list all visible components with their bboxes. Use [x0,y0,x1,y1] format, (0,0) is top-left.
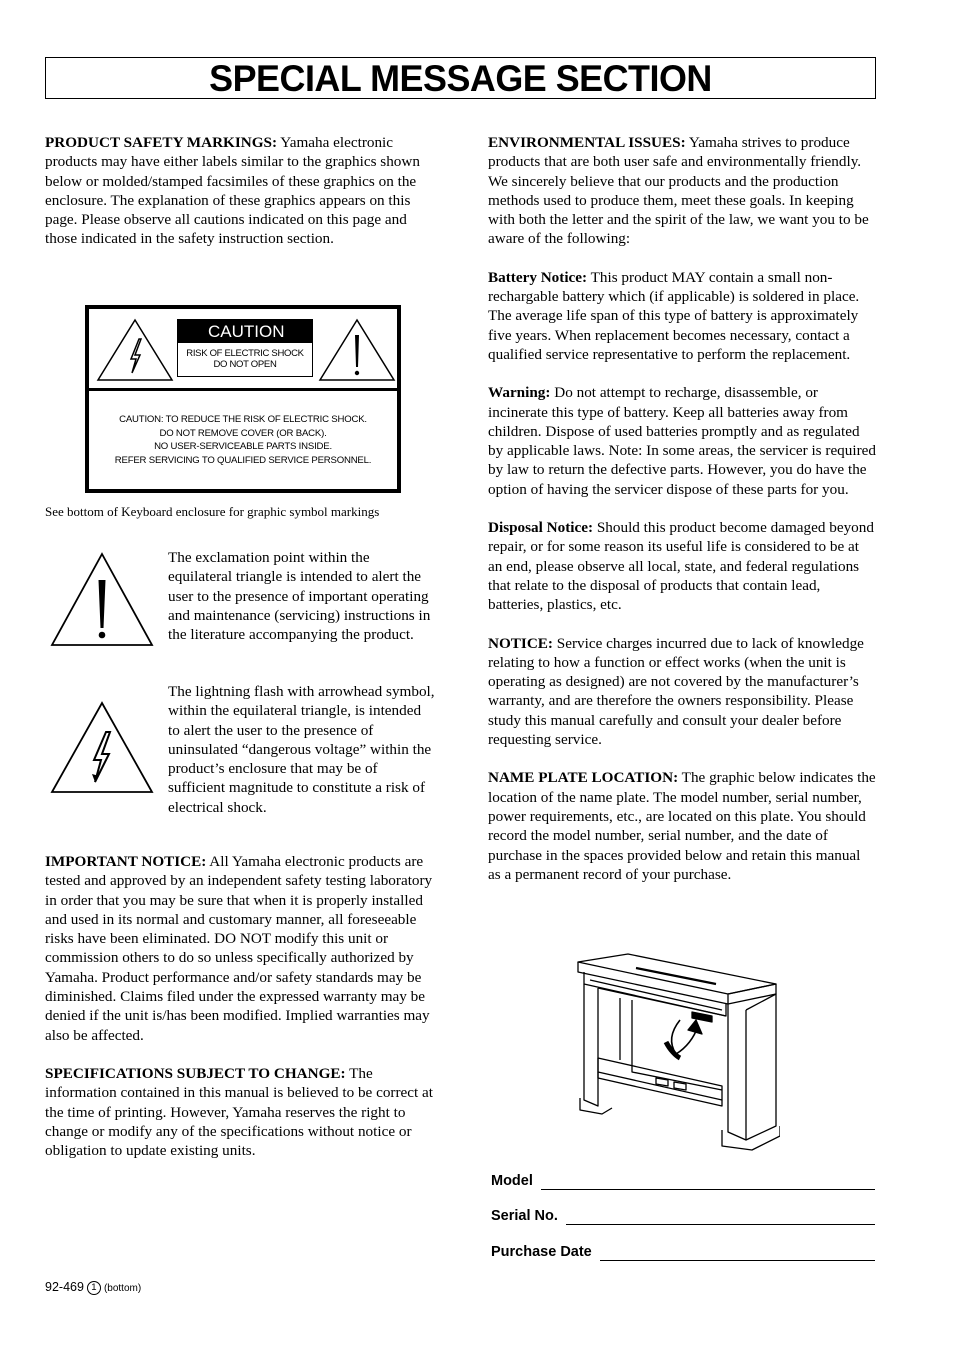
exclamation-explanation [45,548,433,668]
product-safety-heading: PRODUCT SAFETY MARKINGS: [45,134,278,151]
caution-line1: CAUTION: TO REDUCE THE RISK OF ELECTRIC SHOCK. [119,414,367,425]
left-column [45,133,433,268]
warning-heading: Warning: [488,384,551,402]
name-plate-heading: NAME PLATE LOCATION: [488,769,679,787]
right-column [488,133,876,903]
footer-note: (bottom) [103,1283,142,1294]
caution-line3: NO USER-SERVICEABLE PARTS INSIDE. [154,441,332,453]
caution-word: CAUTION [178,320,312,343]
disposal-paragraph [488,518,876,614]
see-bottom-caption: See bottom of Keyboard enclosure for graphic symbol markings [45,504,380,519]
purchase-date-record-line [491,1241,875,1261]
disposal-heading: Disposal Notice: [488,519,594,537]
lightning-explanation [45,682,433,822]
page-title: SPECIAL MESSAGE SECTION [209,58,712,99]
lightning-triangle-icon [95,317,175,383]
battery-heading: Battery Notice: [488,268,588,286]
model-label: Model [491,1173,533,1189]
exclamation-explanation-text: The exclamation point within the equilateral triangle is intended to alert the user to the presence of important operating and maintenance (servicing) instructions in the literature accompanying the product. [168,549,431,644]
footer-code [45,1279,141,1297]
specifications-paragraph [45,1064,435,1160]
important-notice-heading: IMPORTANT NOTICE: [45,853,207,870]
lightning-explanation-text: The lightning flash with arrowhead symbol, within the equilateral triangle, is intended to alert the user to the presence of uninsulated “dangerous voltage” within the product’s enclosure that may be of sufficient magnitude to constitute a risk of electrical shock. [168,683,435,816]
battery-paragraph [488,268,876,364]
specifications-body: The information contained in this manual is believed to be correct at the time of printing. However, Yamaha reserves the right to change or modify any of the specifications without notice or obligation to update existing units. [45,1064,434,1160]
caution-sub-line2: DO NOT OPEN [213,359,277,370]
digital-piano-illustration [576,950,780,1152]
serial-label: Serial No. [491,1208,558,1224]
battery-body: This product MAY contain a small non-rechargable battery which (if applicable) is soldered in place. The average life span of this type of battery is approximately five years. When replacement becomes necessary, contact a qualified service representative to perform the replacement. [488,268,860,363]
warning-body: Do not attempt to recharge, disassemble, or incinerate this type of battery. Keep all batteries away from children. Dispose of used batteries promptly and as regulated by applicable laws. Note: In some areas, the servicer is required by law to return the defective parts. However, you do have the option of having the servicer dispose of these parts for you. [488,384,876,498]
caution-label [85,305,401,493]
serial-record-line [491,1205,875,1225]
product-safety-body: Yamaha electronic products may have either labels similar to the graphics shown below or molded/stamped facsimiles of these graphics on the enclosure. The explanation of these graphics appears on this page. Please observe all cautions indicated on this page and those indicated in the safety instruction section. [45,134,420,248]
caution-line4: REFER SERVICING TO QUALIFIED SERVICE PERSONNEL. [114,454,372,466]
environmental-heading: ENVIRONMENTAL ISSUES: [488,134,686,151]
model-record-line [491,1170,875,1190]
purchase-date-label: Purchase Date [491,1244,592,1260]
caution-instructions [89,413,397,467]
caution-divider [89,388,397,391]
specifications-heading: SPECIFICATIONS SUBJECT TO CHANGE: [45,1064,346,1082]
notice-paragraph [488,634,876,750]
exclamation-triangle-icon [317,317,397,383]
serial-blank[interactable] [566,1210,875,1225]
important-notice-paragraph [45,852,435,1045]
lightning-triangle-icon [48,700,156,796]
lower-left-notices [45,852,435,1179]
important-notice-body: All Yamaha electronic products are tested and approved by an independent safety testing laboratory in order that you may be sure that when it is properly installed and used in its normal and customary manner, all foreseeable risks have been eliminated. DO NOT modify this unit or commission others to do so unless specifically authorized by Yamaha. Product performance and/or safety standards may be diminished. Claims filed under the expressed warranty may be denied if the unit is/has been modified. Implied warranties may also be affected. [45,853,433,1044]
title-box [45,57,876,99]
warning-paragraph [488,383,876,499]
name-plate-body: The graphic below indicates the location of the name plate. The model number, serial number, power requirements, etc., are located on this plate. You should record the model number, serial number, and the date of purchase in the spaces provided below and retain this manual as a permanent record of your purchase. [488,769,876,883]
caution-subtext [178,348,312,370]
footer-code-number: 92-469 [45,1280,84,1294]
name-plate-paragraph [488,768,876,884]
exclamation-triangle-icon [48,550,156,650]
model-blank[interactable] [541,1175,875,1190]
product-safety-paragraph [45,133,433,249]
caution-line2: DO NOT REMOVE COVER (OR BACK). [159,427,327,439]
purchase-date-blank[interactable] [600,1246,875,1261]
environmental-paragraph [488,133,876,249]
circled-number: 1 [87,1281,101,1295]
disposal-body: Should this product become damaged beyond repair, or for some reason its useful life is considered to be at an end, please observe all local, state, and federal regulations that relate to the disposal of products that contain lead, batteries, plastics, etc. [488,519,874,614]
notice-heading: NOTICE: [488,634,553,652]
notice-body: Service charges incurred due to lack of knowledge relating to how a function or effect works (when the unit is operating as designed) are not covered by the manufacturer’s warranty, and are therefore the owners responsibility. Please study this manual carefully and consult your dealer before requesting service. [488,634,864,749]
caution-sub-line1: RISK OF ELECTRIC SHOCK [186,348,304,359]
environmental-body: Yamaha strives to produce products that are both user safe and environmentally friendly. We sincerely believe that our products and the production methods used to produce them, meet these goals. In keeping with both the letter and the spirit of the law, we want you to be aware of the following: [488,134,869,248]
caution-word-box [177,319,313,377]
